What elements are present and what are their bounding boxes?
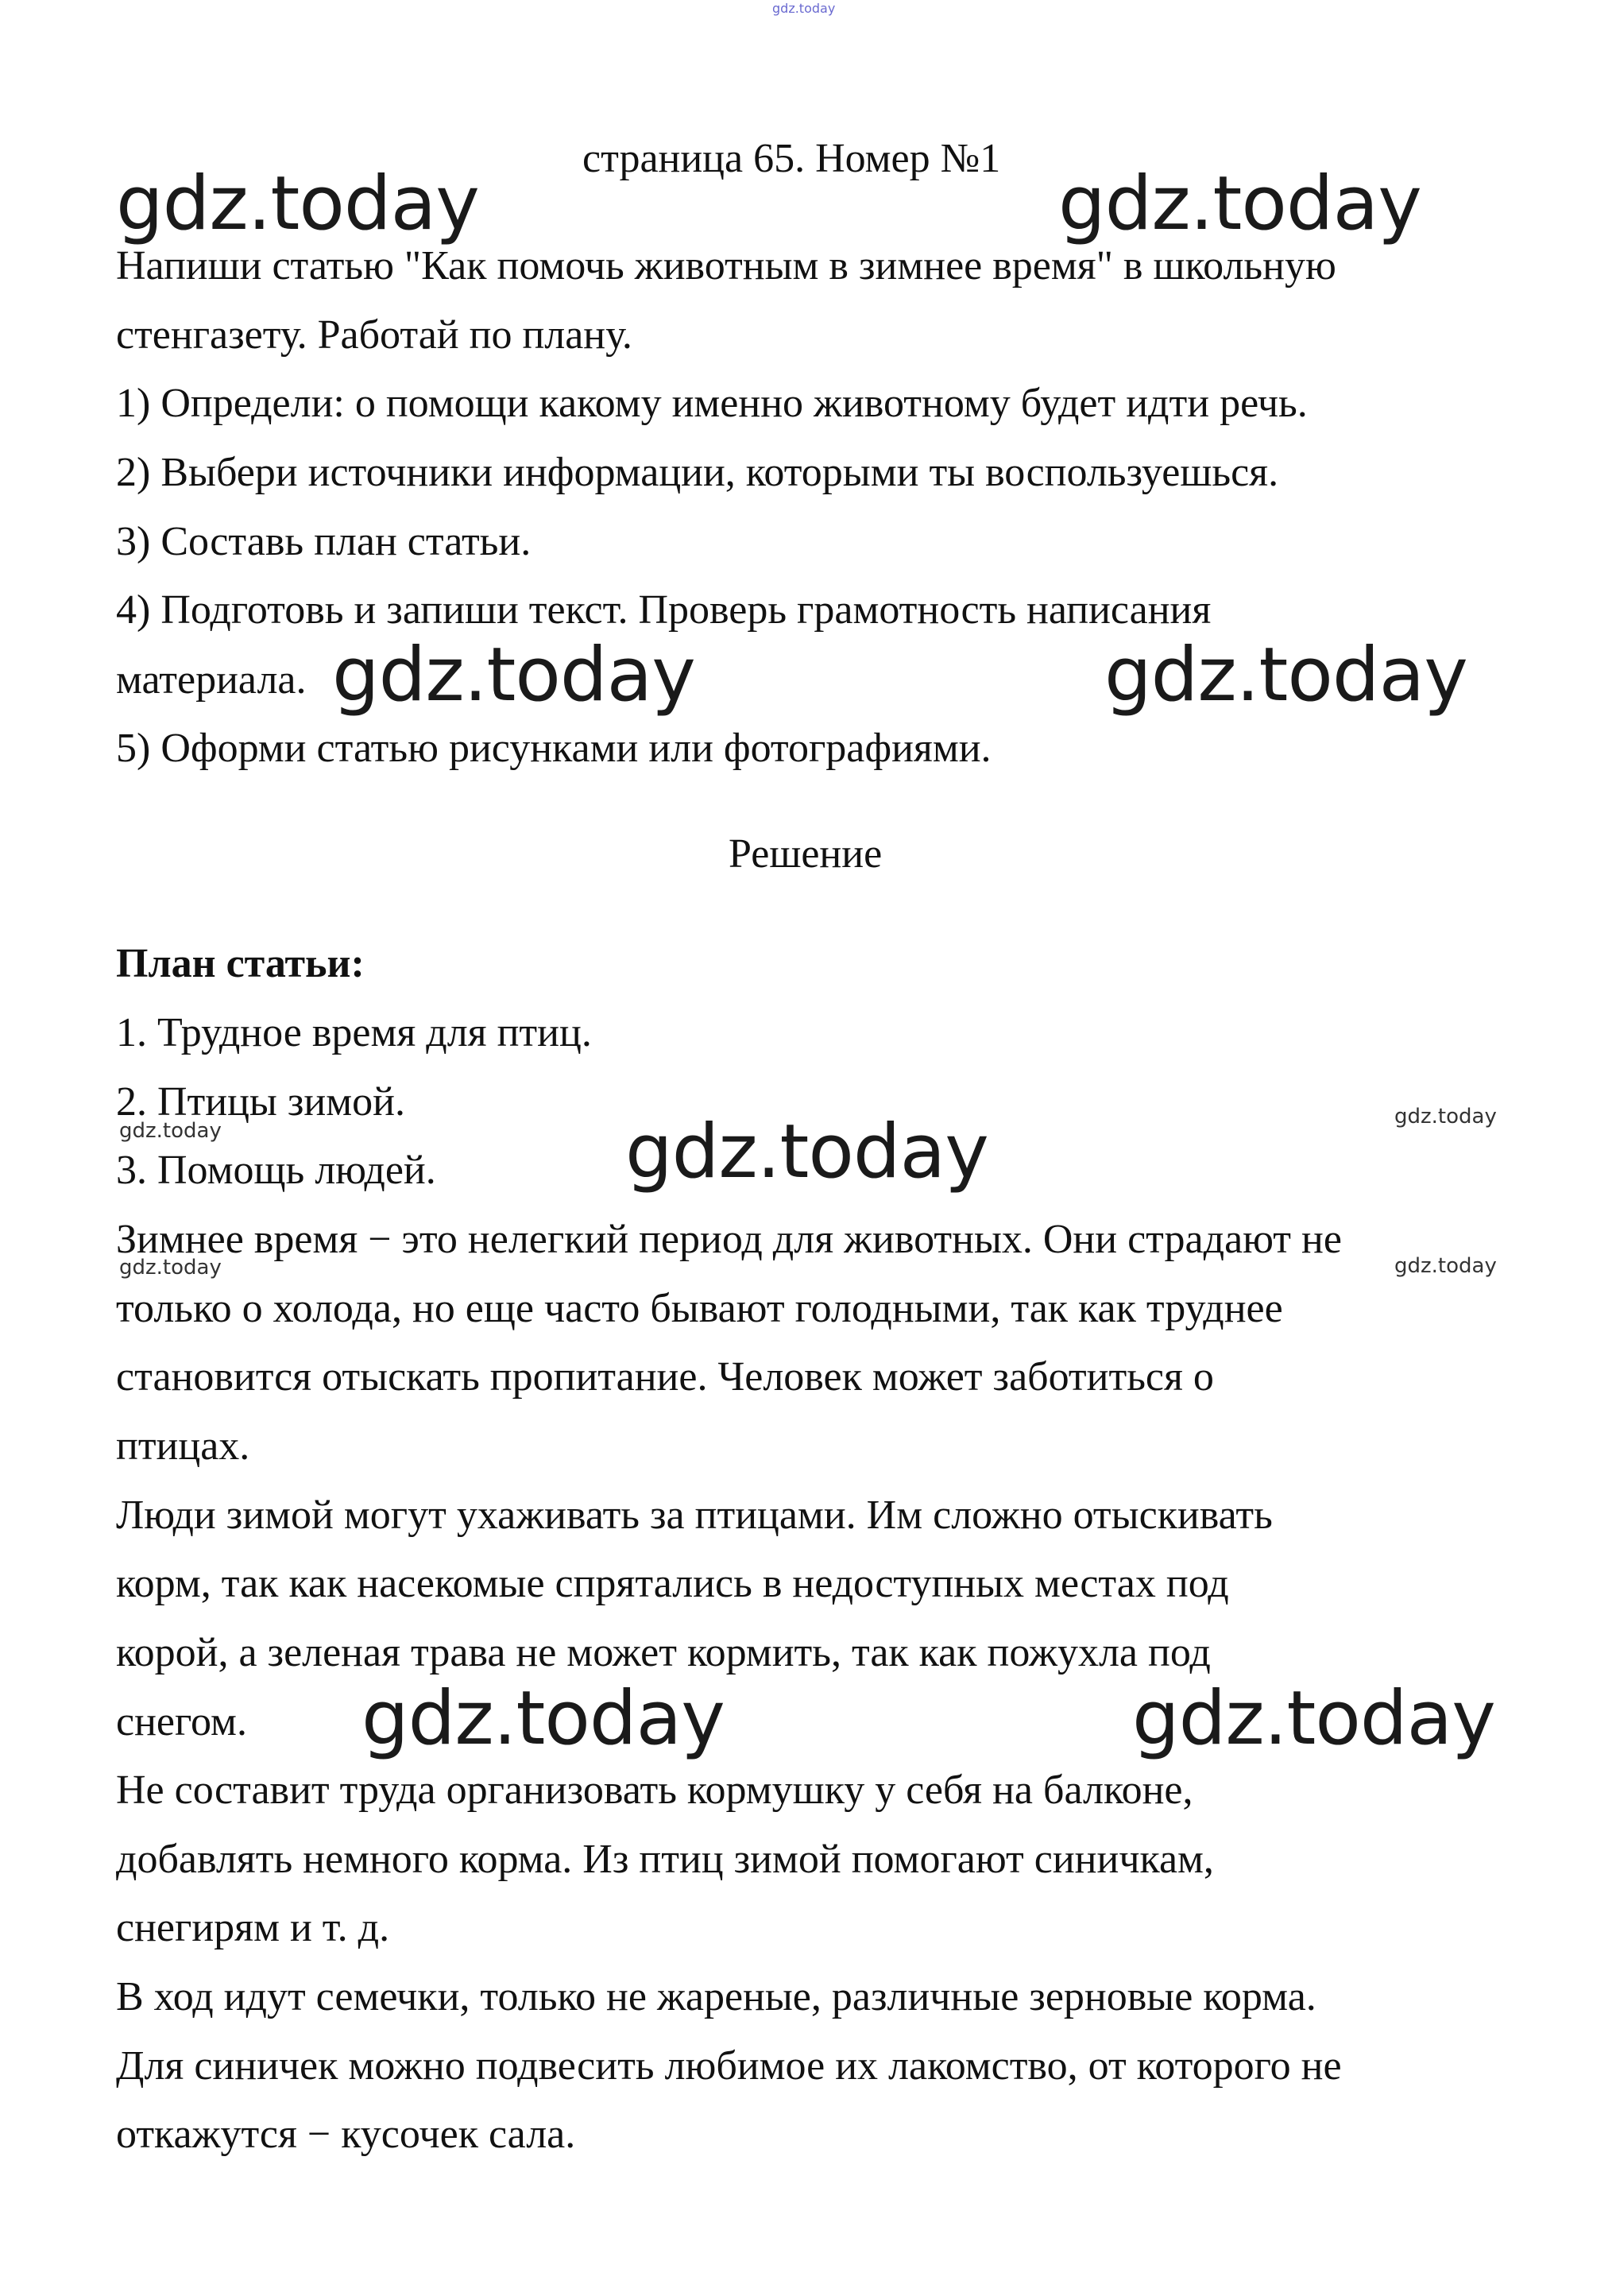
article-line: В ход идут семечки, только не жареные, различные зерновые корма. — [116, 1974, 1316, 2019]
task-line: стенгазету. Работай по плану. — [116, 312, 632, 358]
watermark-small: gdz.today — [119, 1256, 222, 1280]
page-title: страница 65. Номер №1 — [582, 136, 1001, 181]
article-line: Люди зимой могут ухаживать за птицами. Им сложно отыскивать — [116, 1493, 1273, 1538]
article-line: снегирям и т. д. — [116, 1905, 390, 1950]
watermark-large: gdz.today — [116, 161, 479, 247]
task-line: 2) Выбери источники информации, которыми ты воспользуешься. — [116, 450, 1279, 495]
task-line: 4) Подготовь и запиши текст. Проверь грамотность написания — [116, 587, 1212, 633]
article-line: только о холода, но еще часто бывают голодными, так как труднее — [116, 1286, 1283, 1331]
article-line: корм, так как насекомые спрятались в недоступных местах под — [116, 1561, 1229, 1606]
watermark-large: gdz.today — [1132, 1675, 1495, 1762]
watermark-large: gdz.today — [332, 632, 695, 718]
article-line: откажутся − кусочек сала. — [116, 2112, 576, 2157]
plan-item: 2. Птицы зимой. — [116, 1079, 405, 1125]
task-line: Напиши статью "Как помочь животным в зимнее время" в школьную — [116, 243, 1336, 288]
article-line: Не составит труда организовать кормушку у себя на балконе, — [116, 1767, 1193, 1813]
task-line: 1) Определи: о помощи какому именно животному будет идти речь. — [116, 381, 1308, 426]
plan-item: 1. Трудное время для птиц. — [116, 1010, 592, 1055]
watermark-small: gdz.today — [119, 1119, 222, 1143]
solution-heading: Решение — [729, 831, 883, 877]
article-line: корой, а зеленая трава не может кормить, так как пожухла под — [116, 1630, 1211, 1675]
article-line: добавлять немного корма. Из птиц зимой помогают синичкам, — [116, 1837, 1214, 1882]
article-line: становится отыскать пропитание. Человек может заботиться о — [116, 1354, 1214, 1400]
plan-item: 3. Помощь людей. — [116, 1148, 436, 1193]
task-line: материала. — [116, 657, 307, 703]
watermark-large: gdz.today — [361, 1675, 725, 1762]
task-line: 3) Составь план статьи. — [116, 519, 532, 564]
plan-heading: План статьи: — [116, 941, 365, 986]
watermark-large: gdz.today — [625, 1109, 988, 1195]
header-watermark: gdz.today — [772, 1, 836, 16]
watermark-large: gdz.today — [1058, 161, 1421, 247]
article-line: птицах. — [116, 1423, 250, 1469]
watermark-small: gdz.today — [1394, 1105, 1497, 1129]
watermark-small: gdz.today — [1394, 1254, 1497, 1278]
task-line: 5) Оформи статью рисунками или фотографиями. — [116, 726, 992, 771]
article-line: снегом. — [116, 1699, 247, 1744]
article-line: Зимнее время − это нелегкий период для животных. Они страдают не — [116, 1217, 1342, 1262]
article-line: Для синичек можно подвесить любимое их лакомство, от которого не — [116, 2043, 1342, 2089]
watermark-large: gdz.today — [1104, 632, 1467, 718]
